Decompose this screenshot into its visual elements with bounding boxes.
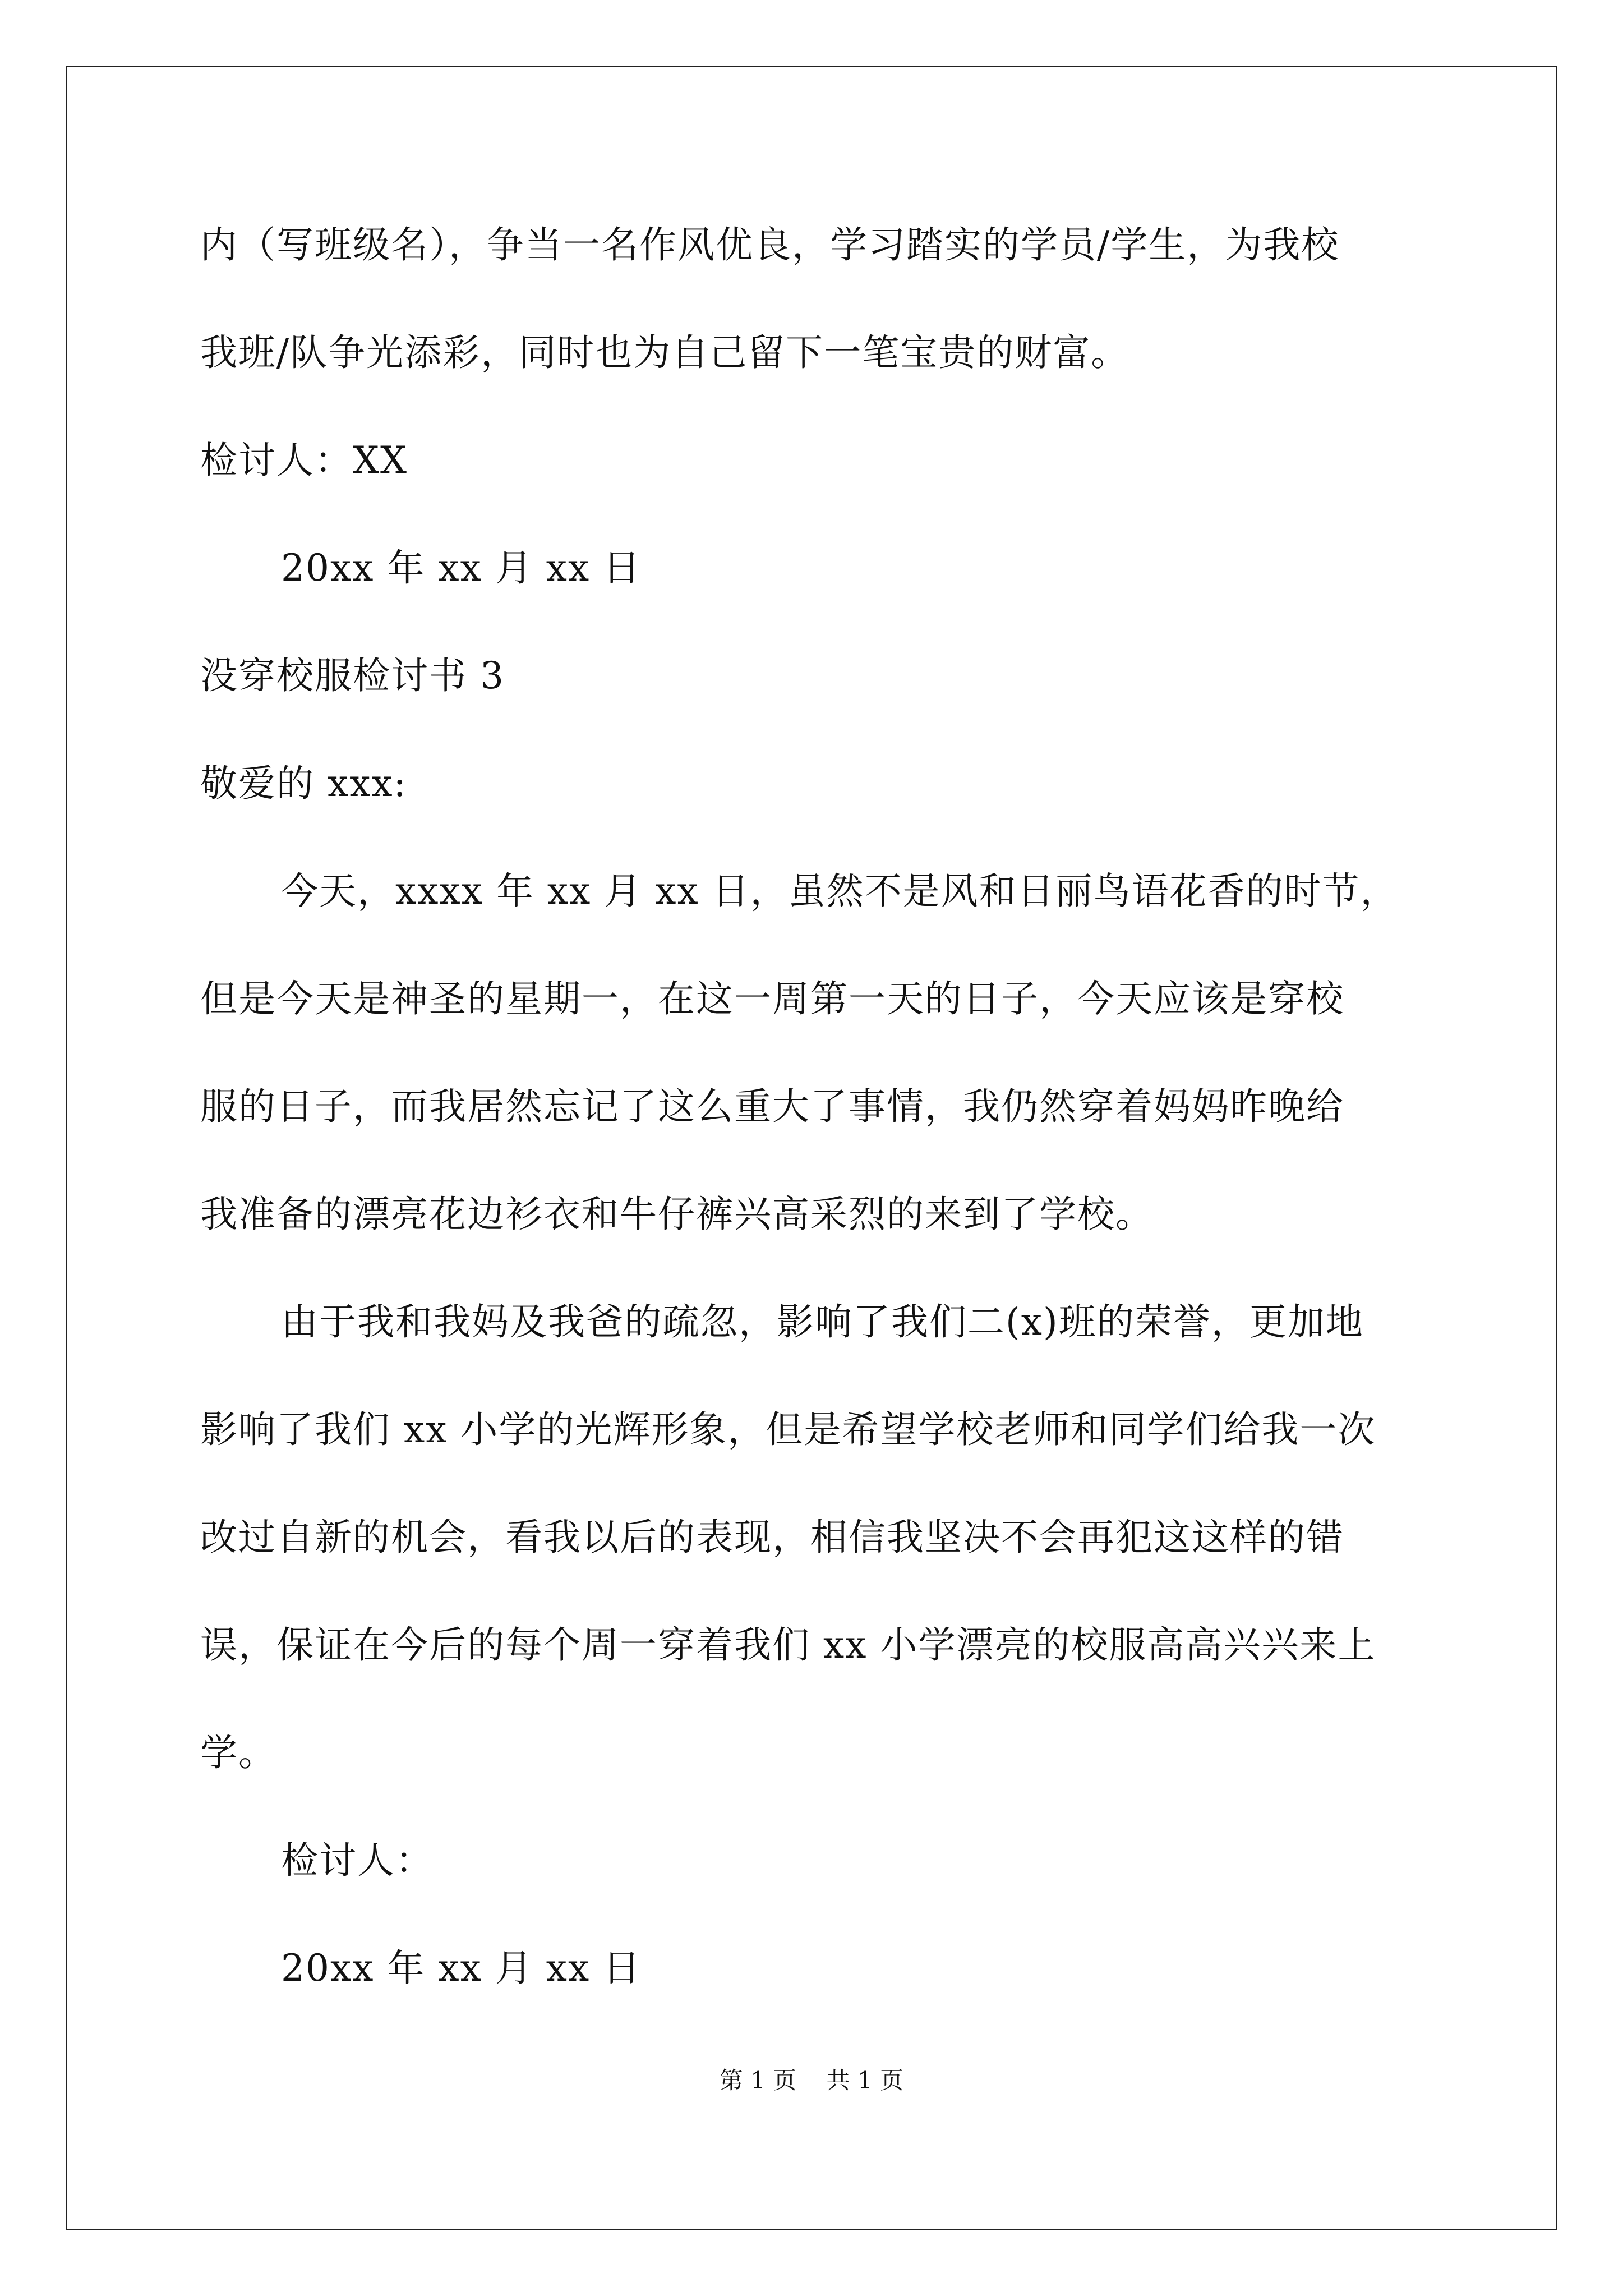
text-line: 我班/队争光添彩，同时也为自己留下一笔宝贵的财富。 bbox=[200, 331, 1129, 374]
signature-label: 检讨人： bbox=[281, 1839, 434, 1882]
text-line: 改过自新的机会，看我以后的表现，相信我坚决不会再犯这这样的错 bbox=[200, 1516, 1344, 1559]
text-line: 误，保证在今后的每个周一穿着我们 xx 小学漂亮的校服高高兴兴来上 bbox=[200, 1623, 1376, 1667]
text-line: 我准备的漂亮花边衫衣和牛仔裤兴高采烈的来到了学校。 bbox=[200, 1193, 1154, 1236]
page-total: 共 1 页 bbox=[826, 2067, 904, 2094]
page-number: 第 1 页 bbox=[719, 2067, 797, 2094]
text-line: 影响了我们 xx 小学的光辉形象，但是希望学校老师和同学们给我一次 bbox=[200, 1408, 1376, 1451]
document-body bbox=[200, 222, 1451, 2053]
text-line: 服的日子，而我居然忘记了这么重大了事情，我仍然穿着妈妈昨晚给 bbox=[200, 1085, 1344, 1128]
salutation: 敬爱的 xxx: bbox=[200, 762, 407, 805]
text-line: 学。 bbox=[200, 1731, 276, 1774]
signature-label: 检讨人：XX bbox=[200, 439, 408, 482]
text-line: 内（写班级名），争当一名作风优良，学习踏实的学员/学生，为我校 bbox=[200, 223, 1340, 266]
date-line: 20xx 年 xx 月 xx 日 bbox=[281, 546, 642, 590]
text-line: 由于我和我妈及我爸的疏忽，影响了我们二(x)班的荣誉，更加地 bbox=[281, 1300, 1364, 1343]
text-line: 但是今天是神圣的星期一，在这一周第一天的日子，今天应该是穿校 bbox=[200, 977, 1344, 1020]
section-title: 没穿校服检讨书 3 bbox=[200, 654, 505, 697]
page-footer bbox=[0, 2066, 1623, 2095]
text-line: 今天，xxxx 年 xx 月 xx 日，虽然不是风和日丽鸟语花香的时节， bbox=[281, 869, 1399, 913]
date-line: 20xx 年 xx 月 xx 日 bbox=[281, 1947, 642, 1990]
